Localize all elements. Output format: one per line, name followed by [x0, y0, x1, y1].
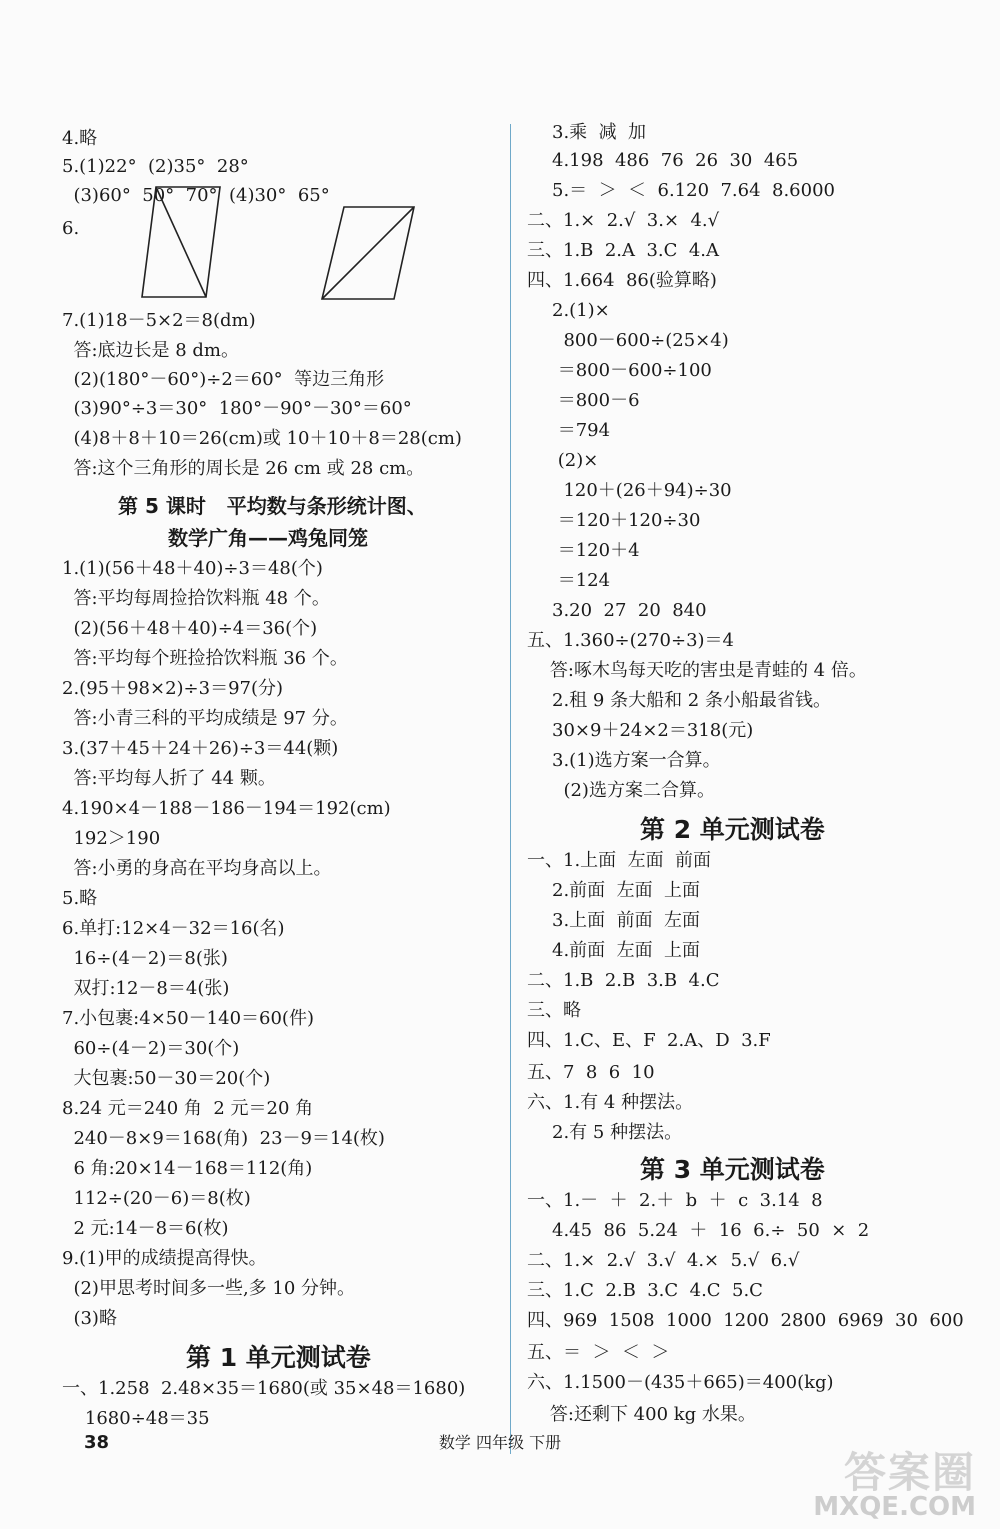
- left-answer-line: 192＞190: [62, 828, 161, 849]
- left-answer-line: 答:平均每人折了 44 颗。: [62, 768, 276, 789]
- left-answer-line: 1.(1)(56＋48＋40)÷3＝48(个): [62, 558, 323, 579]
- right-answer-line: ＝794: [552, 420, 611, 441]
- left-answer-line: 4.190×4－188－186－194＝192(cm): [62, 798, 391, 819]
- left-answer-line: (2)(180°－60°)÷2＝60° 等边三角形: [62, 369, 385, 390]
- right-answer-line: (2)×: [552, 450, 599, 471]
- right-answer-line: 一、1.上面 左面 前面: [527, 850, 712, 871]
- parallelogram-figure-1: [140, 185, 230, 303]
- left-answer-line: 112÷(20－6)＝8(枚): [62, 1188, 251, 1209]
- right-answer-line: 120＋(26＋94)÷30: [552, 480, 732, 501]
- right-answer-line: 3.乘 减 加: [552, 122, 647, 143]
- left-answer-line: 240－8×9＝168(角) 23－9＝14(枚): [62, 1128, 385, 1149]
- left-answer-line: 6.单打:12×4－32＝16(名): [62, 918, 285, 939]
- right-answer-line: 三、略: [527, 1000, 581, 1021]
- left-answer-line: (3)60° 50° 70° (4)30° 65°: [62, 185, 330, 206]
- right-answer-line: 2.前面 左面 上面: [552, 880, 701, 901]
- left-answer-line: (2)(56＋48＋40)÷4＝36(个): [62, 618, 318, 639]
- right-answer-line: ＝800－600÷100: [552, 360, 712, 381]
- left-answer-line: 8.24 元＝240 角 2 元＝20 角: [62, 1098, 314, 1119]
- right-answer-line: 三、1.C 2.B 3.C 4.C 5.C: [527, 1280, 763, 1301]
- right-answer-line: 3.(1)选方案一合算。: [552, 750, 721, 771]
- left-answer-line: 1680÷48＝35: [62, 1408, 210, 1429]
- footer-title: 数学 四年级 下册: [438, 1433, 562, 1452]
- right-answer-line: 30×9＋24×2＝318(元): [552, 720, 754, 741]
- right-answer-line: ＝120＋4: [552, 540, 640, 561]
- left-answer-line: 答:这个三角形的周长是 26 cm 或 28 cm。: [62, 458, 425, 479]
- left-answer-line: 6 角:20×14－168＝112(角): [62, 1158, 313, 1179]
- left-answer-line: 2 元:14－8＝6(枚): [62, 1218, 229, 1239]
- right-answer-line: 四、1.C、E、F 2.A、D 3.F: [527, 1030, 771, 1051]
- right-answer-line: 答:还剩下 400 kg 水果。: [527, 1404, 756, 1425]
- watermark-logo: 答案圈: [843, 1448, 976, 1497]
- right-answer-line: 六、1.有 4 种摆法。: [527, 1092, 694, 1113]
- right-answer-line: 4.198 486 76 26 30 465: [552, 150, 799, 171]
- page-number: 38: [84, 1432, 110, 1453]
- parallelogram-figure-2: [318, 205, 418, 303]
- right-answer-line: 五、＝ ＞ ＜ ＞: [527, 1342, 670, 1363]
- right-answer-line: 四、1.664 86(验算略): [527, 270, 717, 291]
- left-answer-line: 7.(1)18－5×2＝8(dm): [62, 310, 256, 331]
- right-answer-line: 2.(1)×: [552, 300, 610, 321]
- left-section-heading: 数学广角——鸡兔同笼: [168, 526, 368, 550]
- right-answer-line: 四、969 1508 1000 1200 2800 6969 30 600: [527, 1310, 964, 1331]
- left-answer-line: 2.(95＋98×2)÷3＝97(分): [62, 678, 284, 699]
- left-section-heading: 第 5 课时 平均数与条形统计图、: [118, 494, 427, 518]
- left-section-heading: 第 1 单元测试卷: [186, 1343, 371, 1372]
- left-answer-line: 答:小勇的身高在平均身高以上。: [62, 858, 332, 879]
- right-answer-line: 答:啄木鸟每天吃的害虫是青蛙的 4 倍。: [527, 660, 867, 681]
- left-answer-line: 一、1.258 2.48×35＝1680(或 35×48＝1680): [62, 1378, 466, 1399]
- left-answer-line: 5.(1)22° (2)35° 28°: [62, 156, 249, 177]
- right-answer-line: 五、7 8 6 10: [527, 1062, 655, 1083]
- right-answer-line: 2.有 5 种摆法。: [552, 1122, 683, 1143]
- right-answer-line: 二、1.B 2.B 3.B 4.C: [527, 970, 720, 991]
- right-answer-line: 4.45 86 5.24 ＋ 16 6.÷ 50 × 2: [552, 1220, 870, 1241]
- left-answer-line: 3.(37＋45＋24＋26)÷3＝44(颗): [62, 738, 339, 759]
- left-answer-line: (3)90°÷3＝30° 180°－90°－30°＝60°: [62, 398, 412, 419]
- left-answer-line: 答:平均每周捡拾饮料瓶 48 个。: [62, 588, 330, 609]
- left-answer-line: 答:底边长是 8 dm。: [62, 340, 239, 361]
- left-answer-line: 答:平均每个班捡拾饮料瓶 36 个。: [62, 648, 348, 669]
- watermark-url: MXQE.COM: [813, 1492, 976, 1522]
- left-answer-line: 双打:12－8＝4(张): [62, 978, 230, 999]
- right-answer-line: 3.20 27 20 840: [552, 600, 707, 621]
- left-answer-line: 9.(1)甲的成绩提高得快。: [62, 1248, 267, 1269]
- left-answer-line: 7.小包裹:4×50－140＝60(件): [62, 1008, 314, 1029]
- column-divider: [510, 124, 511, 1454]
- right-answer-line: 三、1.B 2.A 3.C 4.A: [527, 240, 720, 261]
- right-section-heading: 第 3 单元测试卷: [640, 1155, 825, 1184]
- left-answer-line: 6.: [62, 218, 80, 239]
- right-answer-line: (2)选方案二合算。: [552, 780, 715, 801]
- right-answer-line: ＝124: [552, 570, 611, 591]
- left-answer-line: 16÷(4－2)＝8(张): [62, 948, 228, 969]
- left-answer-line: (2)甲思考时间多一些,多 10 分钟。: [62, 1278, 356, 1299]
- left-answer-line: 大包裹:50－30＝20(个): [62, 1068, 271, 1089]
- left-answer-line: 答:小青三科的平均成绩是 97 分。: [62, 708, 348, 729]
- right-answer-line: ＝120＋120÷30: [552, 510, 701, 531]
- left-answer-line: 5.略: [62, 888, 98, 909]
- right-answer-line: 二、1.× 2.√ 3.√ 4.× 5.√ 6.√: [527, 1250, 800, 1271]
- right-answer-line: 800－600÷(25×4): [552, 330, 729, 351]
- right-section-heading: 第 2 单元测试卷: [640, 815, 825, 844]
- right-answer-line: 二、1.× 2.√ 3.× 4.√: [527, 210, 720, 231]
- left-answer-line: 60÷(4－2)＝30(个): [62, 1038, 240, 1059]
- right-answer-line: 5.＝ ＞ ＜ 6.120 7.64 8.6000: [552, 180, 835, 201]
- right-answer-line: ＝800－6: [552, 390, 640, 411]
- left-answer-line: (3)略: [62, 1308, 117, 1329]
- right-answer-line: 2.租 9 条大船和 2 条小船最省钱。: [552, 690, 831, 711]
- right-answer-line: 六、1.1500－(435＋665)＝400(kg): [527, 1372, 834, 1393]
- right-answer-line: 一、1.－ ＋ 2.＋ b ＋ c 3.14 8: [527, 1190, 823, 1211]
- left-answer-line: 4.略: [62, 128, 98, 149]
- right-answer-line: 五、1.360÷(270÷3)＝4: [527, 630, 734, 651]
- left-answer-line: (4)8＋8＋10＝26(cm)或 10＋10＋8＝28(cm): [62, 428, 462, 449]
- right-answer-line: 4.前面 左面 上面: [552, 940, 701, 961]
- right-answer-line: 3.上面 前面 左面: [552, 910, 701, 931]
